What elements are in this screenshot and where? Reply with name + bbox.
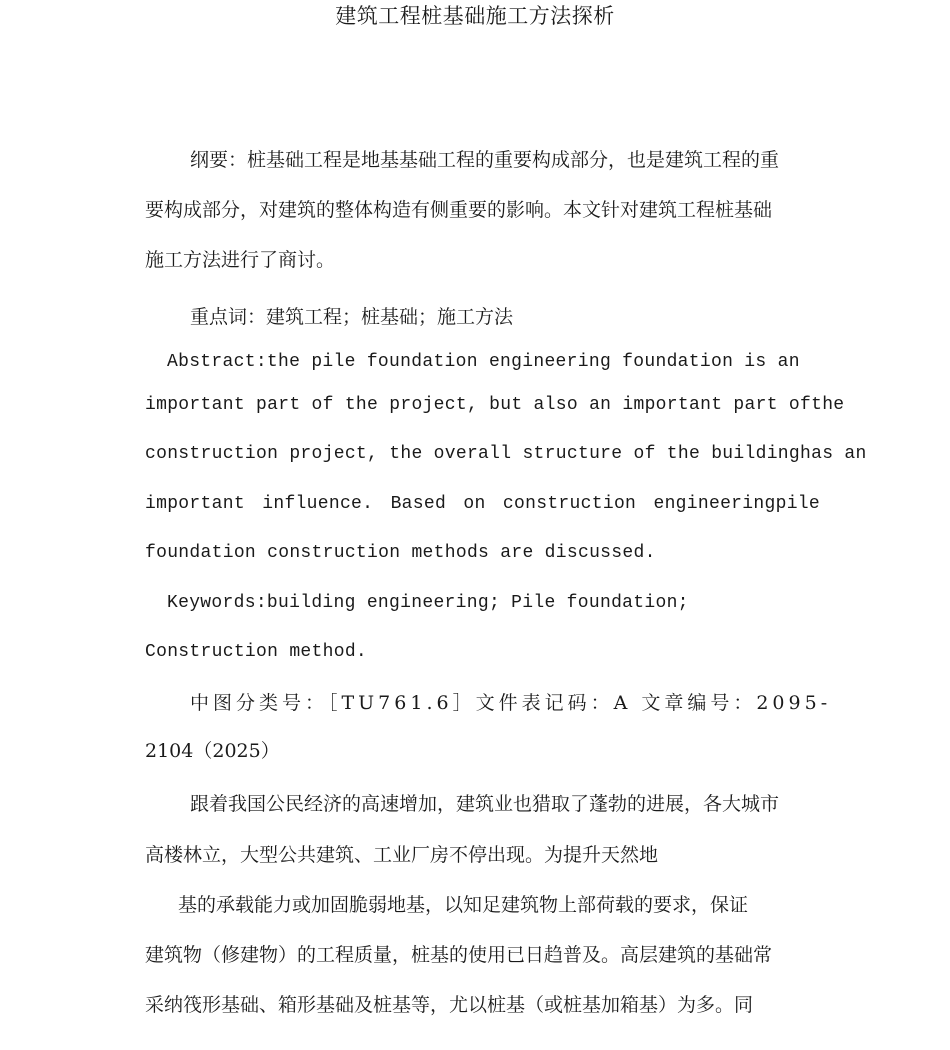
- abstract-en-line-4: important influence. Based on construction engineeringpile: [145, 494, 820, 514]
- body-line-5: 采纳筏形基础、箱形基础及桩基等，尤以桩基（或桩基加箱基）为多。同: [145, 994, 754, 1016]
- classification-line: 中图分类号：［TU761.6］文件表记码：A 文章编号：2095-: [190, 692, 832, 714]
- keywords-cn: 重点词：建筑工程；桩基础；施工方法: [190, 306, 514, 328]
- body-line-3: 基的承载能力或加固脆弱地基，以知足建筑物上部荷载的要求，保证: [178, 894, 749, 916]
- abstract-en-line-1: Abstract:the pile foundation engineering foundation is an: [167, 352, 800, 372]
- abstract-en-line-2: important part of the project, but also an important part ofthe: [145, 395, 845, 415]
- body-line-4: 建筑物（修建物）的工程质量，桩基的使用已日趋普及。高层建筑的基础常: [145, 944, 773, 966]
- abstract-line-1: 纲要：桩基础工程是地基基础工程的重要构成部分，也是建筑工程的重: [190, 149, 780, 171]
- abstract-en-line-3: construction project, the overall structure of the buildinghas an: [145, 444, 867, 464]
- abstract-line-2: 要构成部分，对建筑的整体构造有侧重要的影响。本文针对建筑工程桩基础: [145, 199, 773, 221]
- keywords-en-line-1: Keywords:building engineering; Pile foundation;: [167, 593, 689, 613]
- abstract-line-3: 施工方法进行了商讨。: [145, 249, 336, 271]
- body-line-1: 跟着我国公民经济的高速增加，建筑业也猎取了蓬勃的进展，各大城市: [190, 793, 780, 815]
- body-line-2: 高楼林立，大型公共建筑、工业厂房不停出现。为提升天然地: [145, 844, 659, 866]
- abstract-en-line-5: foundation construction methods are discussed.: [145, 543, 656, 563]
- classification-line-2: 2104（2025）: [145, 740, 280, 762]
- keywords-en-line-2: Construction method.: [145, 642, 368, 662]
- document-title: 建筑工程桩基础施工方法探析: [335, 4, 615, 28]
